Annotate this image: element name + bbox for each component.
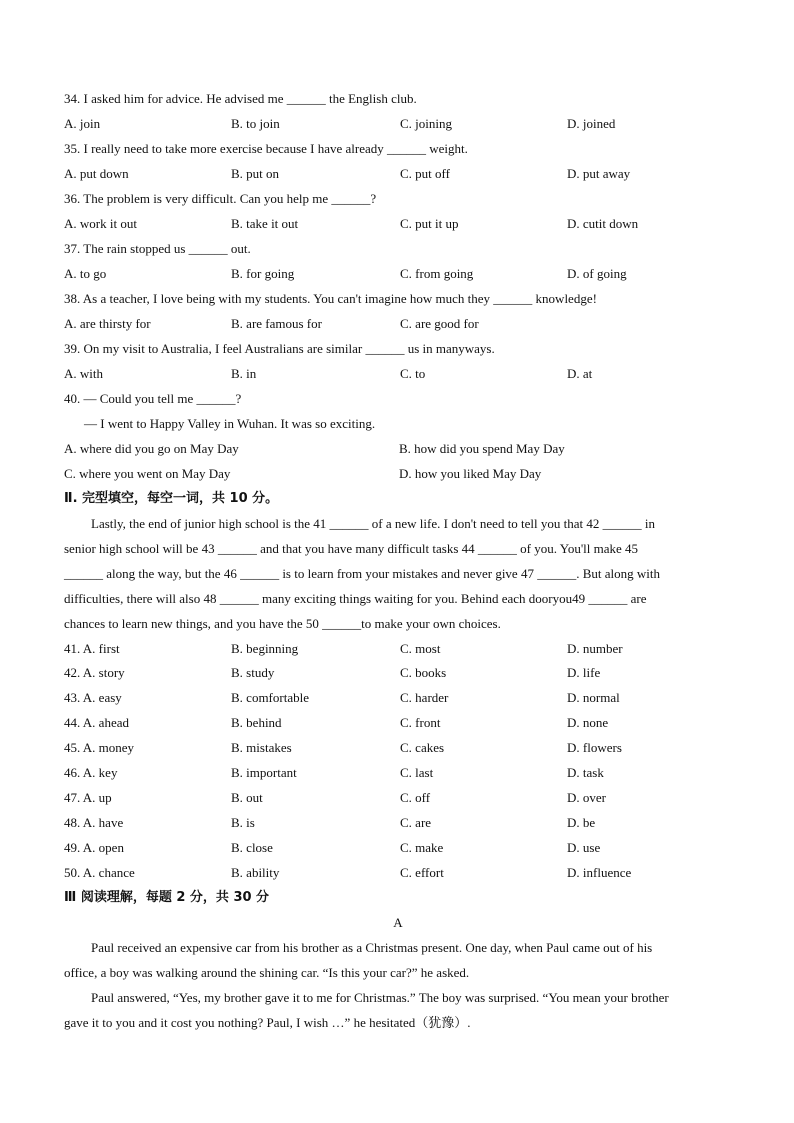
option-34-c: C. joining	[400, 116, 453, 131]
option-39-c: C. to	[400, 366, 426, 381]
option-39-b: B. in	[231, 366, 257, 381]
question-40-reply: — I went to Happy Valley in Wuhan. It was so exciting.	[84, 416, 376, 431]
option-47-c: C. off	[400, 790, 431, 805]
question-35-options	[64, 163, 732, 185]
option-41-a: 41. A. first	[64, 641, 120, 656]
option-44-a: 44. A. ahead	[64, 715, 129, 730]
cloze-options-47	[64, 787, 732, 809]
cloze-options-50	[64, 862, 732, 884]
question-39-stem: 39. On my visit to Australia, I feel Australians are similar ______ us in manyways.	[64, 341, 495, 356]
option-48-d: D. be	[567, 815, 596, 830]
cloze-options-42	[64, 662, 732, 684]
option-49-a: 49. A. open	[64, 840, 124, 855]
option-41-d: D. number	[567, 641, 623, 656]
question-40-stem: 40. — Could you tell me ______?	[64, 391, 242, 406]
option-49-b: B. close	[231, 840, 273, 855]
option-43-b: B. comfortable	[231, 690, 309, 705]
option-45-d: D. flowers	[567, 740, 622, 755]
reading-passage-line-3: Paul answered, “Yes, my brother gave it to me for Christmas.” The boy was surprised. “You mean your brother	[91, 990, 669, 1005]
option-46-b: B. important	[231, 765, 297, 780]
option-35-c: C. put off	[400, 166, 450, 181]
option-47-d: D. over	[567, 790, 606, 805]
question-39-options	[64, 363, 732, 385]
option-45-b: B. mistakes	[231, 740, 292, 755]
cloze-passage-line-5: chances to learn new things, and you have the 50 ______to make your own choices.	[64, 616, 501, 631]
option-38-a: A. are thirsty for	[64, 316, 151, 331]
question-38-stem: 38. As a teacher, I love being with my students. You can't imagine how much they ______ knowledge!	[64, 291, 597, 306]
option-47-a: 47. A. up	[64, 790, 112, 805]
question-36-options	[64, 213, 732, 235]
option-41-b: B. beginning	[231, 641, 299, 656]
option-44-b: B. behind	[231, 715, 282, 730]
option-44-d: D. none	[567, 715, 609, 730]
option-48-a: 48. A. have	[64, 815, 124, 830]
option-36-a: A. work it out	[64, 216, 137, 231]
option-40-b: B. how did you spend May Day	[399, 441, 565, 456]
question-40-options-row1	[64, 438, 732, 460]
option-35-a: A. put down	[64, 166, 129, 181]
option-37-d: D. of going	[567, 266, 627, 281]
option-36-b: B. take it out	[231, 216, 299, 231]
option-48-c: C. are	[400, 815, 432, 830]
cloze-passage-line-4: difficulties, there will also 48 ______ many exciting things waiting for you. Behind each dooryou49 ______ are	[64, 591, 647, 606]
option-43-d: D. normal	[567, 690, 620, 705]
cloze-passage-line-3: ______ along the way, but the 46 ______ is to learn from your mistakes and never give 47 ______. But along with	[64, 566, 660, 581]
option-42-d: D. life	[567, 665, 601, 680]
reading-passage-line-1: Paul received an expensive car from his brother as a Christmas present. One day, when Paul came out of his	[91, 940, 653, 955]
option-40-a: A. where did you go on May Day	[64, 441, 239, 456]
option-34-a: A. join	[64, 116, 101, 131]
reading-passage-line-2: office, a boy was walking around the shining car. “Is this your car?” he asked.	[64, 965, 470, 980]
option-37-a: A. to go	[64, 266, 107, 281]
option-35-d: D. put away	[567, 166, 631, 181]
option-46-a: 46. A. key	[64, 765, 118, 780]
option-50-d: D. influence	[567, 865, 632, 880]
option-48-b: B. is	[231, 815, 255, 830]
option-34-b: B. to join	[231, 116, 280, 131]
option-39-d: D. at	[567, 366, 593, 381]
cloze-options-46	[64, 762, 732, 784]
cloze-passage-line-2: senior high school will be 43 ______ and that you have many difficult tasks 44 ______ of you. You'll make 45	[64, 541, 639, 556]
question-37-stem: 37. The rain stopped us ______ out.	[64, 241, 251, 256]
option-43-a: 43. A. easy	[64, 690, 122, 705]
cloze-options-44	[64, 712, 732, 734]
option-47-b: B. out	[231, 790, 263, 805]
option-34-d: D. joined	[567, 116, 616, 131]
cloze-options-43	[64, 687, 732, 709]
option-42-a: 42. A. story	[64, 665, 125, 680]
option-36-d: D. cutit down	[567, 216, 639, 231]
option-49-c: C. make	[400, 840, 444, 855]
reading-passage-line-4: gave it to you and it cost you nothing? Paul, I wish …” he hesitated（犹豫）.	[64, 1015, 471, 1030]
option-37-b: B. for going	[231, 266, 295, 281]
section-2-heading: Ⅱ. 完型填空，每空一词，共 10 分。	[64, 491, 279, 506]
cloze-options-45	[64, 737, 732, 759]
option-45-a: 45. A. money	[64, 740, 135, 755]
question-37-options	[64, 263, 732, 285]
question-40-options-row2	[64, 463, 732, 485]
option-38-c: C. are good for	[400, 316, 479, 331]
option-39-a: A. with	[64, 366, 103, 381]
option-43-c: C. harder	[400, 690, 449, 705]
passage-label: A	[393, 915, 403, 930]
option-36-c: C. put it up	[400, 216, 459, 231]
option-44-c: C. front	[400, 715, 441, 730]
section-3-heading: Ⅲ 阅读理解，每题 2 分，共 30 分	[64, 890, 270, 905]
option-38-b: B. are famous for	[231, 316, 322, 331]
option-40-c: C. where you went on May Day	[64, 466, 231, 481]
option-37-c: C. from going	[400, 266, 474, 281]
cloze-options-48	[64, 812, 732, 834]
option-42-b: B. study	[231, 665, 275, 680]
option-45-c: C. cakes	[400, 740, 445, 755]
option-50-a: 50. A. chance	[64, 865, 135, 880]
option-41-c: C. most	[400, 641, 441, 656]
option-46-d: D. task	[567, 765, 604, 780]
question-38-options	[64, 313, 732, 335]
question-34-stem: 34. I asked him for advice. He advised me ______ the English club.	[64, 91, 417, 106]
question-36-stem: 36. The problem is very difficult. Can you help me ______?	[64, 191, 377, 206]
question-35-stem: 35. I really need to take more exercise because I have already ______ weight.	[64, 141, 468, 156]
option-49-d: D. use	[567, 840, 601, 855]
cloze-options-41	[64, 638, 732, 660]
option-42-c: C. books	[400, 665, 447, 680]
option-40-d: D. how you liked May Day	[399, 466, 542, 481]
option-50-c: C. effort	[400, 865, 444, 880]
cloze-options-49	[64, 837, 732, 859]
cloze-passage-line-1: Lastly, the end of junior high school is the 41 ______ of a new life. I don't need to tell you that 42 ______ in	[91, 516, 656, 531]
question-34-options	[64, 113, 732, 135]
option-35-b: B. put on	[231, 166, 280, 181]
option-46-c: C. last	[400, 765, 434, 780]
option-50-b: B. ability	[231, 865, 280, 880]
